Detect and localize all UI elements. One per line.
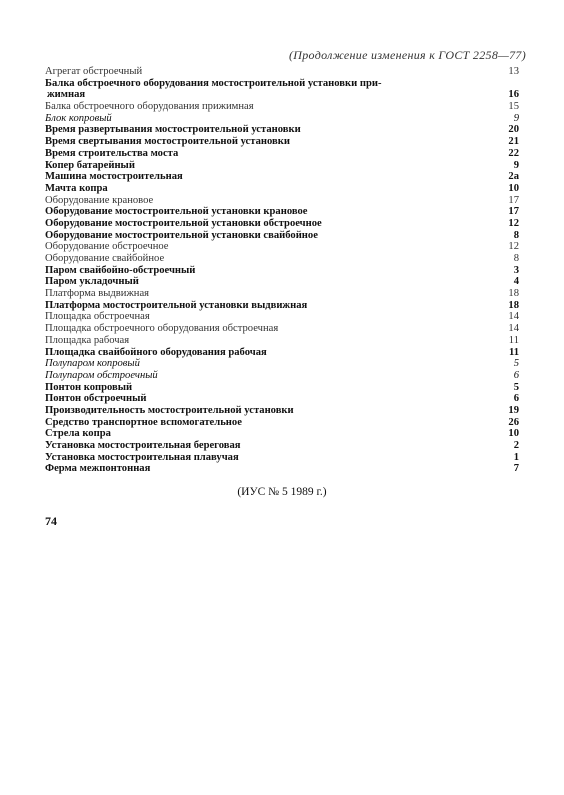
index-term-number: 13 (508, 66, 519, 77)
index-term: Установка мостостроительная плавучая (45, 451, 239, 463)
index-entry (45, 124, 519, 136)
index-term: Оборудование крановое (45, 194, 154, 206)
index-entry (45, 323, 519, 335)
index-entry (45, 463, 519, 475)
index-entry (45, 230, 519, 242)
index-entry (45, 253, 519, 265)
index-term-number: 20 (508, 124, 519, 136)
index-term: Понтон копровый (45, 381, 133, 393)
index-entry (45, 241, 519, 253)
index-term: Время строительства моста (45, 147, 179, 159)
index-entry (45, 300, 519, 312)
index-term-number: 11 (508, 346, 519, 358)
index-entry (45, 276, 519, 288)
index-entry (45, 393, 519, 405)
index-term-number: 21 (508, 136, 519, 148)
index-entry (45, 136, 519, 148)
index-term: Мачта копра (45, 182, 108, 194)
index-term-number: 8 (513, 253, 519, 264)
index-term-number: 3 (513, 264, 519, 276)
index-term: Время развертывания мостостроительной установки (45, 124, 301, 136)
index-term: Установка мостостроительная береговая (45, 440, 241, 451)
index-entry (45, 440, 519, 452)
index-term: Платформа выдвижная (45, 288, 150, 300)
index-term-number: 19 (508, 404, 519, 416)
index-term-number: 14 (508, 311, 519, 323)
index-term: Площадка свайбойного оборудования рабочая (45, 346, 267, 358)
index-term: Ферма межпонтонная (45, 463, 151, 475)
index-entry (45, 428, 519, 440)
index-entry (45, 452, 519, 464)
index-entry (45, 370, 519, 382)
index-term: Оборудование мостостроительной установки крановое (45, 206, 308, 218)
publication-note: (ИУС № 5 1989 г.) (237, 486, 327, 498)
index-term: Машина мостостроительная (45, 171, 183, 183)
index-term: Оборудование обстроечное (45, 241, 169, 253)
index-term: Время свертывания мостостроительной установки (45, 136, 290, 148)
index-entry (45, 101, 519, 113)
index-term: Балка обстроечного оборудования прижимная (45, 101, 254, 113)
term-index (45, 66, 519, 475)
page-number: 74 (45, 514, 57, 528)
continuation-header: (Продолжение изменения к ГОСТ 2258—77) (289, 48, 526, 62)
index-term: Паром свайбойно-обстроечный (45, 264, 196, 276)
index-term-number: 17 (508, 206, 519, 218)
index-term-number: 9 (513, 159, 519, 171)
index-entry (45, 195, 519, 207)
index-entry (45, 66, 519, 78)
index-entry (45, 171, 519, 183)
index-entry (45, 206, 519, 218)
index-term: Стрела копра (45, 428, 111, 440)
index-entry (45, 183, 519, 195)
index-term-number: 4 (513, 276, 519, 288)
index-term-number: 26 (508, 416, 519, 428)
index-term-number: 2 (513, 440, 519, 451)
index-term-number: 22 (508, 147, 519, 159)
index-term-number: 18 (508, 299, 519, 311)
index-entry (45, 382, 519, 394)
index-term: Оборудование мостостроительной установки свайбойное (45, 229, 318, 241)
index-term: Оборудование свайбойное (45, 253, 165, 264)
index-term: Блок копровый (45, 112, 112, 124)
index-term-number: 14 (508, 323, 519, 335)
index-term: Паром укладочный (45, 276, 139, 288)
index-entry (45, 218, 519, 230)
index-term: жимная (47, 89, 86, 101)
index-term-number: 6 (513, 369, 519, 381)
index-term-number: 5 (513, 358, 519, 370)
index-entry (45, 160, 519, 172)
index-entry (45, 311, 519, 323)
index-entry (45, 347, 519, 359)
index-term: Агрегат обстроечный (45, 66, 143, 77)
index-entry (45, 335, 519, 347)
index-term: Платформа мостостроительной установки выдвижная (45, 299, 308, 311)
index-term-number: 8 (513, 229, 519, 241)
index-entry (45, 288, 519, 300)
index-term: Площадка рабочая (45, 334, 130, 346)
index-term-number: 7 (513, 463, 519, 475)
index-term-number: 10 (508, 182, 519, 194)
index-term-number: 18 (508, 288, 519, 300)
index-term: Полупаром копровый (45, 358, 140, 370)
index-term-number: 1 (513, 451, 519, 463)
index-term: Площадка обстроечная (45, 311, 150, 323)
index-term: Копер батарейный (45, 159, 135, 171)
index-term: Понтон обстроечный (45, 393, 147, 405)
index-entry (45, 148, 519, 160)
index-entry (45, 78, 519, 90)
index-entry (45, 265, 519, 277)
index-term: Оборудование мостостроительной установки обстроечное (45, 217, 322, 229)
index-term-number: 9 (513, 112, 519, 124)
index-term-number: 15 (508, 101, 519, 113)
index-term: Площадка обстроечного оборудования обстроечная (45, 323, 279, 335)
index-term-number: 12 (508, 217, 519, 229)
index-entry (45, 89, 519, 101)
index-entry (45, 113, 519, 125)
index-term-number: 16 (508, 89, 519, 101)
index-entry (45, 417, 519, 429)
index-term: Балка обстроечного оборудования мостостроительной установки при- (45, 77, 382, 89)
index-term: Производительность мостостроительной установки (45, 404, 294, 416)
index-term-number: 11 (508, 334, 519, 346)
index-term-number: 17 (508, 194, 519, 206)
index-term-number: 6 (513, 393, 519, 405)
index-term-number: 10 (508, 428, 519, 440)
index-term: Полупаром обстроечный (45, 369, 158, 381)
index-entry (45, 358, 519, 370)
index-term: Средство транспортное вспомогательное (45, 416, 242, 428)
index-term-number: 5 (513, 381, 519, 393)
index-term-number: 2а (508, 171, 519, 183)
index-entry (45, 405, 519, 417)
index-term-number: 12 (508, 241, 519, 253)
